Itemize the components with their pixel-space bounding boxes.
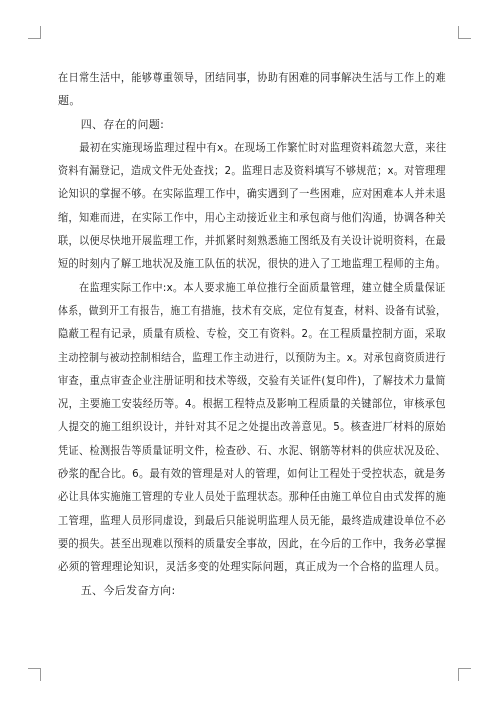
- crop-mark-bottom-left: [28, 668, 41, 681]
- crop-mark-bottom-right: [458, 668, 471, 681]
- heading-line: 四、存在的问题:: [58, 117, 165, 131]
- text-line: 砂浆的配合比。6。最有效的管理是对人的管理，如何让工程处于受控状态，就是务: [58, 467, 446, 481]
- text-line: 在监理实际工作中:x。本人要求施工单位推行全面质量管理，建立健全质量保证: [58, 280, 446, 294]
- text-line: 短的时刻内了解工地状况及施工队伍的状况，很快的进入了工地监理工程师的主角。: [58, 257, 446, 271]
- paragraph-initial-problems: [58, 136, 446, 276]
- crop-mark-top-right: [458, 26, 471, 39]
- text-line: 联，以便尽快地开展监理工作，并抓紧时刻熟悉施工图纸及有关设计说明资料，在最: [58, 234, 446, 248]
- text-line: 工管理，监理人员形同虚设，到最后只能说明监理人员无能，最终造成建设单位不必: [58, 513, 446, 527]
- text-line: 人提交的施工组织设计，并针对其不足之处提出改善意见。5。核查进厂材料的原始: [58, 420, 446, 434]
- crop-mark-top-left: [28, 26, 41, 39]
- text-line: 论知识的掌握不够。在实际监理工作中，确实遇到了一些困难，应对困难本人并未退: [58, 187, 446, 201]
- text-line: 隐蔽工程有记录，质量有质检、专检，交工有资料。2。在工程质量控制方面，采取: [58, 327, 446, 341]
- text-line: 体系，做到开工有报告，施工有措施，技术有交底，定位有复查，材料、设备有试验，: [58, 303, 447, 317]
- text-line: 况，主要施工安装经历等。4。根据工程特点及影响工程质量的关键部位，审核承包: [58, 397, 446, 411]
- document-body: [58, 66, 446, 602]
- section-heading-future-direction: [58, 579, 446, 602]
- paragraph-supervision-work: [58, 276, 446, 579]
- text-line: 必须的管理理论知识，灵活多变的处理实际问题，真正成为一个合格的监理人员。: [58, 560, 446, 574]
- text-line: 凭证、检测报告等质量证明文件，检查砂、石、水泥、钢筋等材料的供应状况及砼、: [58, 443, 446, 457]
- text-line: 缩，知难而进，在实际工作中，用心主动接近业主和承包商与他们沟通，协调各种关: [58, 210, 446, 224]
- text-line: 最初在实施现场监理过程中有x。在现场工作繁忙时对监理资料疏忽大意，来往: [58, 140, 447, 154]
- heading-line: 五、今后发奋方向:: [58, 583, 176, 597]
- text-line: 要的损失。甚至出现难以预料的质量安全事故，因此，在今后的工作中，我务必掌握: [58, 536, 446, 550]
- text-line: 在日常生活中，能够尊重领导，团结同事，协助有困难的同事解决生活与工作上的难: [58, 71, 446, 84]
- paragraph-continuation: [58, 66, 446, 113]
- text-line: 题。: [58, 94, 81, 108]
- text-line: 审查，重点审查企业注册证明和技术等级，交验有关证件(复印件)，了解技术力量简: [58, 373, 446, 387]
- text-line: 主动控制与被动控制相结合，监理工作主动进行，以预防为主。x。对承包商资质进行: [58, 350, 446, 364]
- text-line: 资料有漏登记，造成文件无处查找；2。监理日志及资料填写不够规范；x。对管理理: [58, 164, 446, 178]
- text-line: 必让具体实施施工管理的专业人员处于监理状态。那种任由施工单位自由式发挥的施: [58, 490, 446, 504]
- section-heading-problems: [58, 113, 446, 136]
